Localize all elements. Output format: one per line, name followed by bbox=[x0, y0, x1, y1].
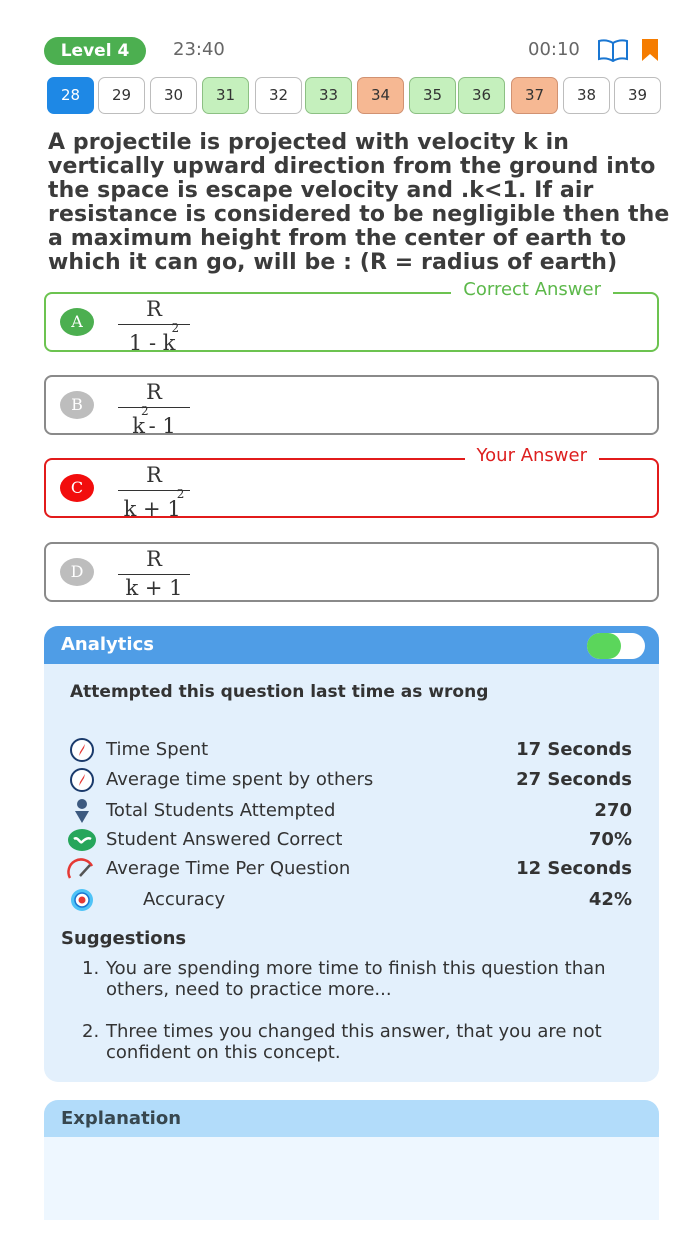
option-fraction bbox=[118, 296, 190, 355]
option-letter-badge: B bbox=[60, 391, 94, 419]
option-a[interactable] bbox=[44, 279, 659, 355]
fraction-numerator: R bbox=[146, 463, 162, 487]
explanation-header[interactable]: Explanation bbox=[44, 1100, 659, 1137]
denominator-main: 1 - k bbox=[128, 331, 176, 355]
question-text: A projectile is projected with velocity k in vertically upward direction from the ground into the space is escape velocity and .k<1. If air resistance is considered to be negligible then the a maximum height from the center of earth to which it can go, will be : (R = radius of earth) bbox=[48, 130, 670, 275]
question-number-30[interactable]: 30 bbox=[150, 77, 197, 114]
clock-time: 23:40 bbox=[173, 39, 225, 60]
option-c[interactable] bbox=[44, 445, 659, 521]
analytics-title: Analytics bbox=[61, 634, 154, 655]
student-icon bbox=[66, 798, 98, 824]
option-letter-badge: C bbox=[60, 474, 94, 502]
denominator-exponent: 2 bbox=[176, 487, 185, 501]
correct-check-icon bbox=[66, 827, 98, 853]
fraction-denominator bbox=[118, 321, 190, 355]
denominator-exponent: 2 bbox=[140, 404, 149, 418]
analytics-panel bbox=[44, 626, 659, 1082]
stat-label: Accuracy bbox=[143, 889, 226, 910]
stat-value: 27 Seconds bbox=[516, 769, 632, 790]
question-number-35[interactable]: 35 bbox=[409, 77, 456, 114]
fraction-denominator bbox=[118, 487, 190, 521]
question-number-38[interactable]: 38 bbox=[563, 77, 610, 114]
fraction-denominator bbox=[118, 575, 190, 601]
attempt-note: Attempted this question last time as wrong bbox=[70, 682, 489, 702]
fraction-denominator bbox=[118, 404, 190, 438]
analytics-toggle[interactable] bbox=[587, 633, 645, 659]
bookmark-icon[interactable] bbox=[641, 38, 659, 62]
option-letter-badge: D bbox=[60, 558, 94, 586]
option-fraction bbox=[118, 379, 190, 438]
stat-label: Average Time Per Question bbox=[106, 858, 351, 879]
option-fraction bbox=[118, 546, 190, 601]
option-d[interactable] bbox=[44, 542, 659, 602]
option-fraction bbox=[118, 462, 190, 521]
option-b[interactable] bbox=[44, 375, 659, 438]
stat-value: 12 Seconds bbox=[516, 858, 632, 879]
stat-label: Total Students Attempted bbox=[106, 800, 336, 821]
denominator-main: k bbox=[132, 414, 145, 438]
book-icon[interactable] bbox=[597, 38, 629, 62]
stat-row bbox=[66, 735, 632, 765]
stat-value: 42% bbox=[588, 889, 632, 910]
question-number-36[interactable]: 36 bbox=[458, 77, 505, 114]
stat-row bbox=[66, 796, 632, 826]
question-number-32[interactable]: 32 bbox=[255, 77, 302, 114]
stat-value: 17 Seconds bbox=[516, 739, 632, 760]
denominator-main: k + 1 bbox=[125, 576, 183, 600]
correct-answer-tag: Correct Answer bbox=[451, 279, 613, 300]
suggestion-item bbox=[82, 1021, 642, 1063]
stat-row bbox=[66, 854, 632, 884]
suggestion-number: 2. bbox=[82, 1021, 100, 1042]
question-number-31[interactable]: 31 bbox=[202, 77, 249, 114]
question-number-28[interactable]: 28 bbox=[47, 77, 94, 114]
suggestions-title: Suggestions bbox=[61, 928, 187, 949]
toggle-knob bbox=[587, 633, 621, 659]
your-answer-tag: Your Answer bbox=[465, 445, 599, 466]
denominator-main: k + 1 bbox=[123, 497, 181, 521]
question-number-37[interactable]: 37 bbox=[511, 77, 558, 114]
suggestion-text: You are spending more time to finish this question than others, need to practice more... bbox=[106, 958, 606, 1000]
stat-label: Average time spent by others bbox=[106, 769, 374, 790]
top-bar bbox=[0, 0, 700, 80]
level-badge: Level 4 bbox=[44, 37, 146, 65]
fraction-numerator: R bbox=[146, 380, 162, 404]
stat-row bbox=[66, 885, 632, 915]
stopwatch-icon bbox=[66, 737, 98, 763]
stopwatch-icon bbox=[66, 767, 98, 793]
denominator-tail: - 1 bbox=[148, 414, 176, 438]
target-icon bbox=[66, 887, 98, 913]
denominator-exponent: 2 bbox=[171, 321, 180, 335]
suggestion-item bbox=[82, 958, 642, 1000]
speedometer-icon bbox=[66, 856, 98, 882]
question-number-33[interactable]: 33 bbox=[305, 77, 352, 114]
fraction-numerator: R bbox=[146, 297, 162, 321]
stat-value: 70% bbox=[588, 829, 632, 850]
analytics-header bbox=[44, 626, 659, 664]
question-number-29[interactable]: 29 bbox=[98, 77, 145, 114]
stat-row bbox=[66, 765, 632, 795]
stat-row bbox=[66, 825, 632, 855]
question-number-39[interactable]: 39 bbox=[614, 77, 661, 114]
option-letter-badge: A bbox=[60, 308, 94, 336]
question-timer: 00:10 bbox=[528, 39, 580, 60]
stat-label: Time Spent bbox=[106, 739, 209, 760]
stat-label: Student Answered Correct bbox=[106, 829, 343, 850]
fraction-numerator: R bbox=[146, 547, 162, 571]
stat-value: 270 bbox=[594, 800, 632, 821]
question-number-34[interactable]: 34 bbox=[357, 77, 404, 114]
explanation-panel bbox=[44, 1100, 659, 1220]
suggestion-text: Three times you changed this answer, that you are not confident on this concept. bbox=[106, 1021, 602, 1063]
suggestion-number: 1. bbox=[82, 958, 100, 979]
